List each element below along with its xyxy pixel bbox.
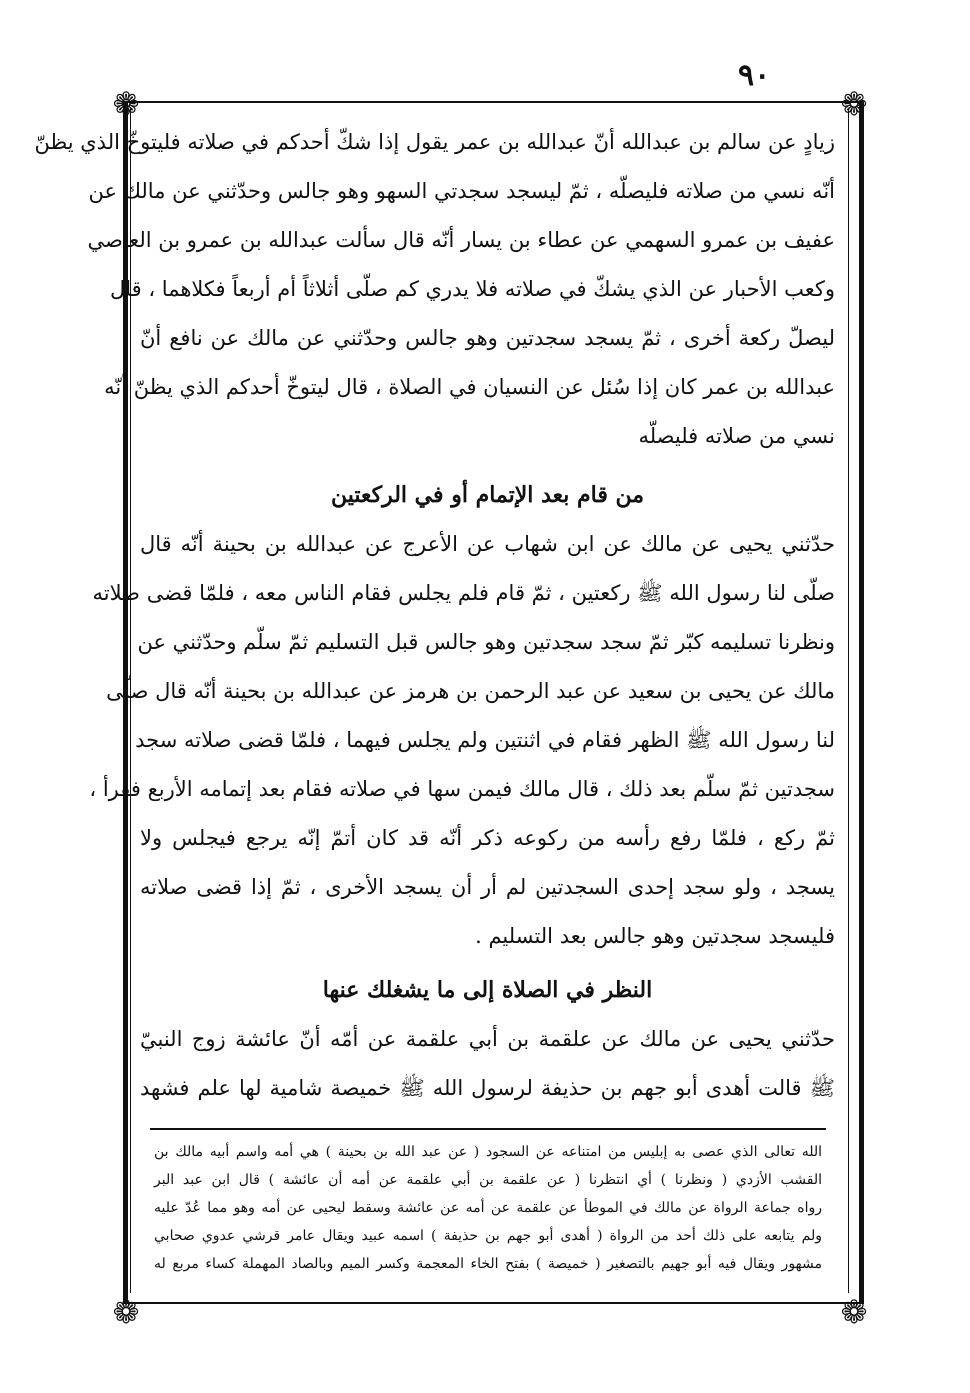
text-line: أنّه نسي من صلاته فليصلّه ، ثمّ ليسجد سجدتي السهو وهو جالس وحدّثني عن مالك عن — [88, 179, 835, 203]
text-line: ثمّ ركع ، فلمّا رفع رأسه من ركوعه ذكر أنّه قد كان أتمّ إنّه يرجع فيجلس ولا — [140, 826, 835, 850]
text-line: عبدالله بن عمر كان إذا سُئل عن النسيان في الصلاة ، قال ليتوخّ أحدكم الذي يظنّ أنّه — [104, 375, 835, 399]
text-line: مالك عن يحيى بن سعيد عن عبد الرحمن بن هرمز عن عبدالله بن بحينة أنّه قال صلّى — [106, 679, 835, 703]
corner-ornament-icon: ❁ — [840, 85, 868, 123]
text-line: صلّى لنا رسول الله ﷺ ركعتين ، ثمّ قام فلم يجلس فقام الناس معه ، فلمّا قضى صلاته — [92, 581, 835, 605]
main-text-section-2 — [89, 470, 835, 961]
footnotes — [150, 1128, 826, 1300]
text-line: وكعب الأحبار عن الذي يشكّ في صلاته فلا يدري كم صلّى أثلاثاً أم أربعاً فكلاهما ، قال — [109, 277, 835, 301]
corner-ornament-icon: ❁ — [112, 85, 140, 123]
text-line: يسجد ، ولو سجد إحدى السجدتين لم أر أن يسجد الأخرى ، ثمّ إذا قضى صلاته — [140, 875, 835, 899]
text-line: حدّثني يحيى عن مالك عن ابن شهاب عن الأعرج عن عبدالله بن بحينة أنّه قال — [140, 532, 835, 556]
text-line: سجدتين ثمّ سلّم بعد ذلك ، قال مالك فيمن سها في صلاته فقام بعد إتمامه الأربع فقرأ ، — [89, 777, 835, 801]
text-line: لنا رسول الله ﷺ الظهر فقام في اثنتين ولم يجلس فيهما ، فلمّا قضى صلاته سجد — [135, 728, 835, 752]
text-line: ليصلّ ركعة أخرى ، ثمّ يسجد سجدتين وهو جالس وحدّثني عن مالك عن نافع أنّ — [140, 326, 835, 350]
chapter-heading: النظر في الصلاة إلى ما يشغلك عنها — [322, 977, 653, 1003]
chapter-heading: من قام بعد الإتمام أو في الركعتين — [330, 482, 645, 508]
footnote-line: مشهور ويقال فيه أبو جهيم بالتصغير ( خميصة ) بفتح الخاء المعجمة وكسر الميم وبالصاد المهملة كساء مربع له — [154, 1256, 822, 1272]
main-text-section-1 — [34, 118, 835, 461]
text-line: عفيف بن عمرو السهمي عن عطاء بن يسار أنّه قال سألت عبدالله بن عمرو بن العاصي — [87, 228, 835, 252]
text-line: نسي من صلاته فليصلّه — [638, 424, 835, 448]
page-number: ٩٠ — [738, 58, 771, 93]
footnote-line: الله تعالى الذي عصى به إبليس من امتناعه عن السجود ( عن عبد الله بن بحينة ) هي أمه واسم أبيه مالك بن — [154, 1144, 822, 1160]
text-line: فليسجد سجدتين وهو جالس بعد التسليم . — [475, 924, 835, 948]
footnote-line: رواه جماعة الرواة عن مالك في الموطأ عن علقمة عن أمه عن عائشة وسقط ليحيى عن أمه وهو مما عُدّ عليه — [154, 1200, 822, 1216]
footnote-line: القشب الأزدي ( ونظرنا ) أي انتظرنا ( عن علقمة بن أبي علقمة عن أمه أن عائشة ) قال ابن عبد البر — [154, 1172, 822, 1188]
text-line: ونظرنا تسليمه كبّر ثمّ سجد سجدتين وهو جالس قبل التسليم ثمّ سلّم وحدّثني عن — [137, 630, 835, 654]
text-line: حدّثني يحيى عن مالك عن علقمة بن أبي علقمة عن أمّه أنّ عائشة زوج النبيّ — [140, 1027, 835, 1051]
text-line: ﷺ قالت أهدى أبو جهم بن حذيفة لرسول الله ﷺ خميصة شامية لها علم فشهد — [140, 1076, 835, 1100]
corner-ornament-icon: ❁ — [840, 1293, 868, 1331]
main-text-section-3 — [140, 965, 835, 1113]
text-line: زيادٍ عن سالم بن عبدالله أنّ عبدالله بن عمر يقول إذا شكّ أحدكم في صلاته فليتوخّ الذي يظنّ — [34, 130, 835, 154]
corner-ornament-icon: ❁ — [112, 1293, 140, 1331]
footnote-line: ولم يتابعه على ذلك أحد من الرواة ( أهدى أبو جهم بن حذيفة ) اسمه عبيد ويقال عامر قرشي عدوي صحابي — [154, 1228, 822, 1244]
